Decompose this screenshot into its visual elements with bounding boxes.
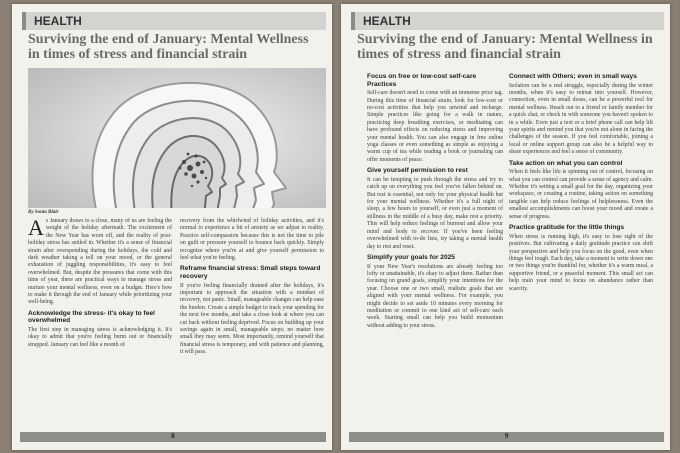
paragraph: Self-care doesn't need to come with an immense price tag. During this time of financial strain, look for low-cost or no-cost activities that help you unwind and recharge. Simple practices like going for a walk in nature, practicing deep breathing exercises, or meditating can have profound effects on reducing stress and improving your mental health. You can also engage in free online yoga classes or even something as simple as enjoying a warm cup of tea while reading a book or journaling can offer moments of peace. [367, 90, 503, 163]
paragraph: If you're feeling financially drained after the holidays, it's important to approach the situation with a mindset of recovery, not panic. Small, manageable changes can help ease the burden. Create a simple budget to track your spending for the next few months, and take a close look at where you can cut back without feeling deprived. Focus on building up your savings again in small, manageable steps; no matter how small they may seem. Most importantly, remind yourself that financial stress is temporary, and with patience and planning, it will pass. [180, 282, 324, 356]
subheading: Give yourself permission to rest [367, 167, 468, 175]
paragraph: recovery from the whirlwind of holiday activities, and it's normal to experience a bit of anxiety as we adjust to reality. Practice self-compassion because this is not the time to pile on guilt or pressure yourself to bounce back quickly. Simply recognize where you're at and give yourself permission to feel what you're feeling. [180, 218, 324, 262]
left-column-1 [28, 215, 172, 351]
article-headline: Surviving the end of January: Mental Wellness in times of stress and financial strain [357, 32, 653, 62]
subheading: Connect with Others; even in small ways [509, 73, 637, 80]
footer-bar [349, 432, 664, 442]
section-header [351, 12, 664, 30]
paragraph: Isolation can be a real struggle, especially during the winter months, when it's easy to retreat into yourself. However, connection, even in small doses, can be a powerful tool for mental wellness. Reach out to a friend or family member for a quick chat, or check in with someone you haven't spoken to in a while. Even just a text or a brief phone call can help lift your spirits and remind you that you're not alone in facing the challenges of the season. If you feel comfortable, joining a local or online support group can also be a helpful way to share experiences and feel a sense of community. [509, 82, 653, 156]
subheading: Simplify your goals for 2025 [367, 253, 455, 261]
drop-cap: A [28, 215, 44, 240]
paragraph: When stress is running high, it's easy to lose sight of the positives. But cultivating a daily gratitude practice can shift your perspective and help you focus on the good, even when things feel tough. Each day, take a moment to write down one or two things you're thankful for, whether it's a warm meal, a supportive friend, or a peaceful moment. This small act can help train your mind to focus on abundance rather than scarcity. [509, 233, 653, 292]
subheading: Focus on free or low-cost self-care Practices [367, 73, 477, 88]
paragraph: If your New Year's resolutions are already feeling too lofty or unattainable, it's okay to adjust them. Rather than focusing on grand goals, simplify your intentions for the year. Choose one or two small, realistic goals that are aligned with your mental wellness. For example, you might decide to set aside 10 minutes every morning for meditation or commit to one kind act of self-care each week. Starting small can help you build momentum without adding to your stress. [367, 263, 503, 329]
section-label: HEALTH [34, 14, 82, 28]
subheading: Take action on what you can control [509, 159, 623, 167]
subheading: Acknowledge the stress- it's okay to feel overwhelmed [28, 309, 155, 325]
intro-paragraph: s January draws to a close, many of us are feeling the weight of the holiday aftermath. The excitement of the New Year has worn off, and the reality of post-holiday stress has settled in. Whether it's a sense of financial strain after overspending during the holidays, the cold and dark weather taking a toll on your mood, or the general exhaustion of juggling responsibilities, it's easy to feel overwhelmed. But, despite the pressures that come with this time of year, there are practical ways to manage stress and nurture your mental wellness, even on a budget. Here's how to make it through the end of January while prioritizing your well-being. [28, 218, 172, 306]
paragraph: It can be tempting to push through the stress and try to catch up on everything you feel you've fallen behind on. But rest is essential, not only for your physical health but for your mental wellness. Whether it's a full night of sleep, a few hours to yourself, or even just a moment of stillness in the middle of a busy day, make rest a priority. This will help reduce feelings of burnout and allow your mind and body to recover. If you've been feeling overwhelmed with to-do lists, try taking a mental health day to rest and reset. [367, 176, 503, 250]
left-column-2 [180, 218, 324, 359]
head-illustration [28, 68, 326, 208]
section-header [22, 12, 326, 30]
article-headline: Surviving the end of January: Mental Wellness in times of stress and financial strain [28, 32, 309, 62]
section-label: HEALTH [363, 14, 411, 28]
right-page [341, 4, 670, 450]
right-column-1 [367, 70, 503, 332]
paragraph: When it feels like life is spinning out of control, focusing on what you can control can provide a sense of agency and calm. Whether it's setting a small goal for the day, organizing your workspace, or creating a routine, taking action on something tangible can help reduce feelings of helplessness. Even the smallest accomplishments can boost your mood and create a sense of progress. [509, 169, 653, 220]
paragraph: The first step in managing stress is acknowledging it. It's okay to admit that you're feeling burnt out or financially strapped. January can feel like a month of [28, 327, 172, 348]
left-page [12, 4, 332, 450]
page-number: 9 [504, 432, 509, 440]
byline: By Sonia Blair [28, 210, 59, 215]
footer-bar [20, 432, 326, 442]
page-number: 8 [171, 432, 175, 440]
subheading: Practice gratitude for the little things [509, 224, 625, 232]
right-column-2 [509, 70, 653, 295]
head-profile-icon [28, 68, 326, 208]
subheading: Reframe financial stress: Small steps toward recovery [180, 265, 321, 281]
